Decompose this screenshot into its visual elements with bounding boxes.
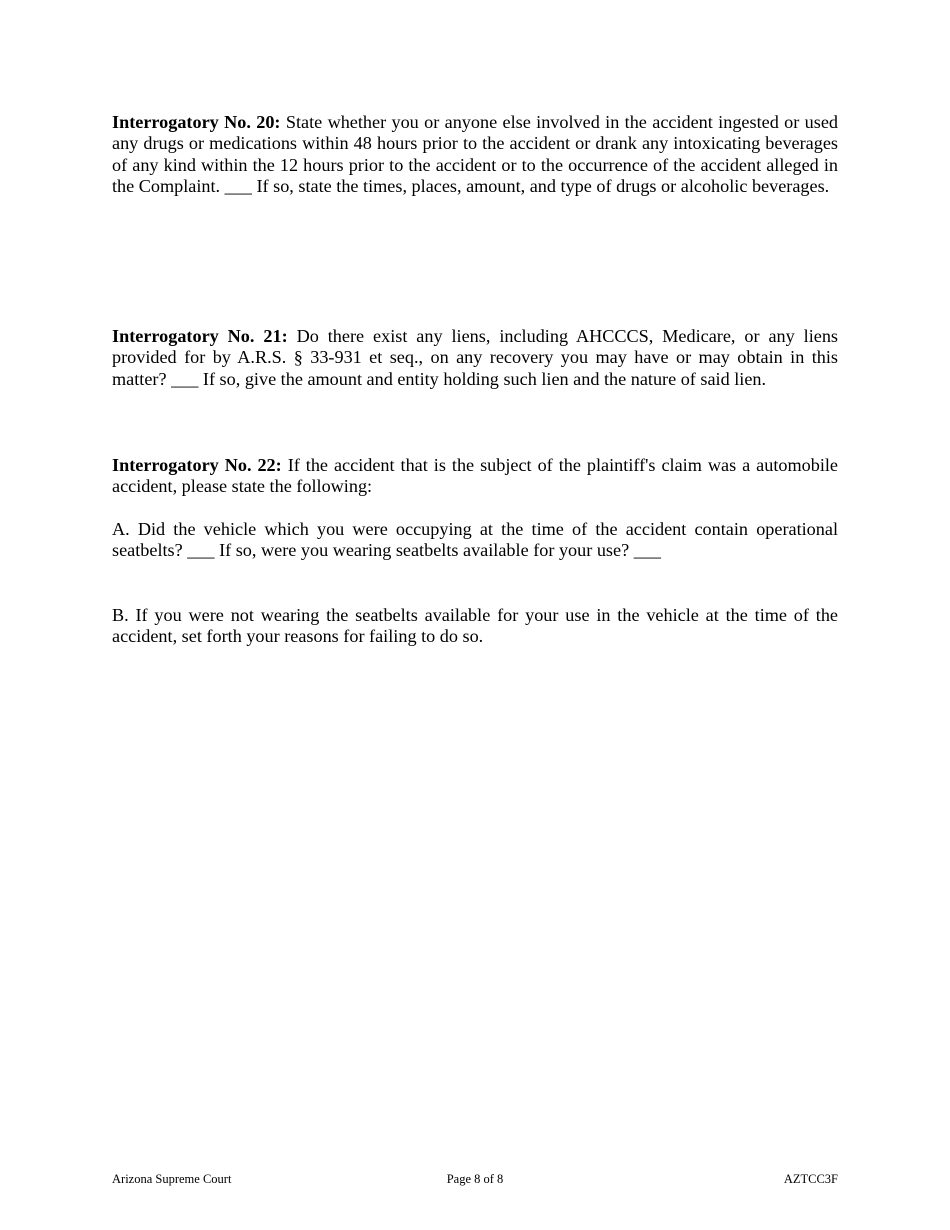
interrogatory-22-part-a: A. Did the vehicle which you were occupying at the time of the accident contain operational seatbelts? ___ If so, were you wearing seatbelts available for your use? ___ [112,519,838,561]
footer-form-code: AZTCC3F [783,1172,838,1186]
interrogatory-21-label: Interrogatory No. 21: [112,326,288,346]
interrogatory-21 [112,326,838,390]
interrogatory-20 [112,112,838,197]
footer-page-number: Page 8 of 8 [446,1172,504,1186]
interrogatory-20-label: Interrogatory No. 20: [112,112,281,132]
interrogatory-22-label: Interrogatory No. 22: [112,455,282,475]
interrogatory-22-text: If the accident that is the subject of the plaintiff's claim was a automobile accident, please state the following: [112,455,838,497]
footer-court-name: Arizona Supreme Court [112,1172,232,1186]
interrogatory-22 [112,455,838,498]
interrogatory-21-text: Do there exist any liens, including AHCCCS, Medicare, or any liens provided for by A.R.S. § 33-931 et seq., on any recovery you may have or may obtain in this matter? ___ If so, give the amount and entity holding such lien and the nature of said lien. [112,326,839,389]
interrogatory-22-part-b: B. If you were not wearing the seatbelts available for your use in the vehicle at the time of the accident, set forth your reasons for failing to do so. [112,605,838,647]
interrogatory-20-text: State whether you or anyone else involved in the accident ingested or used any drugs or medications within 48 hours prior to the accident or drank any intoxicating beverages of any kind within the 12 hours prior to the accident or to the occurrence of the accident alleged in the Complaint. ___ If so, state the times, places, amount, and type of drugs or alcoholic beverages. [112,112,838,196]
